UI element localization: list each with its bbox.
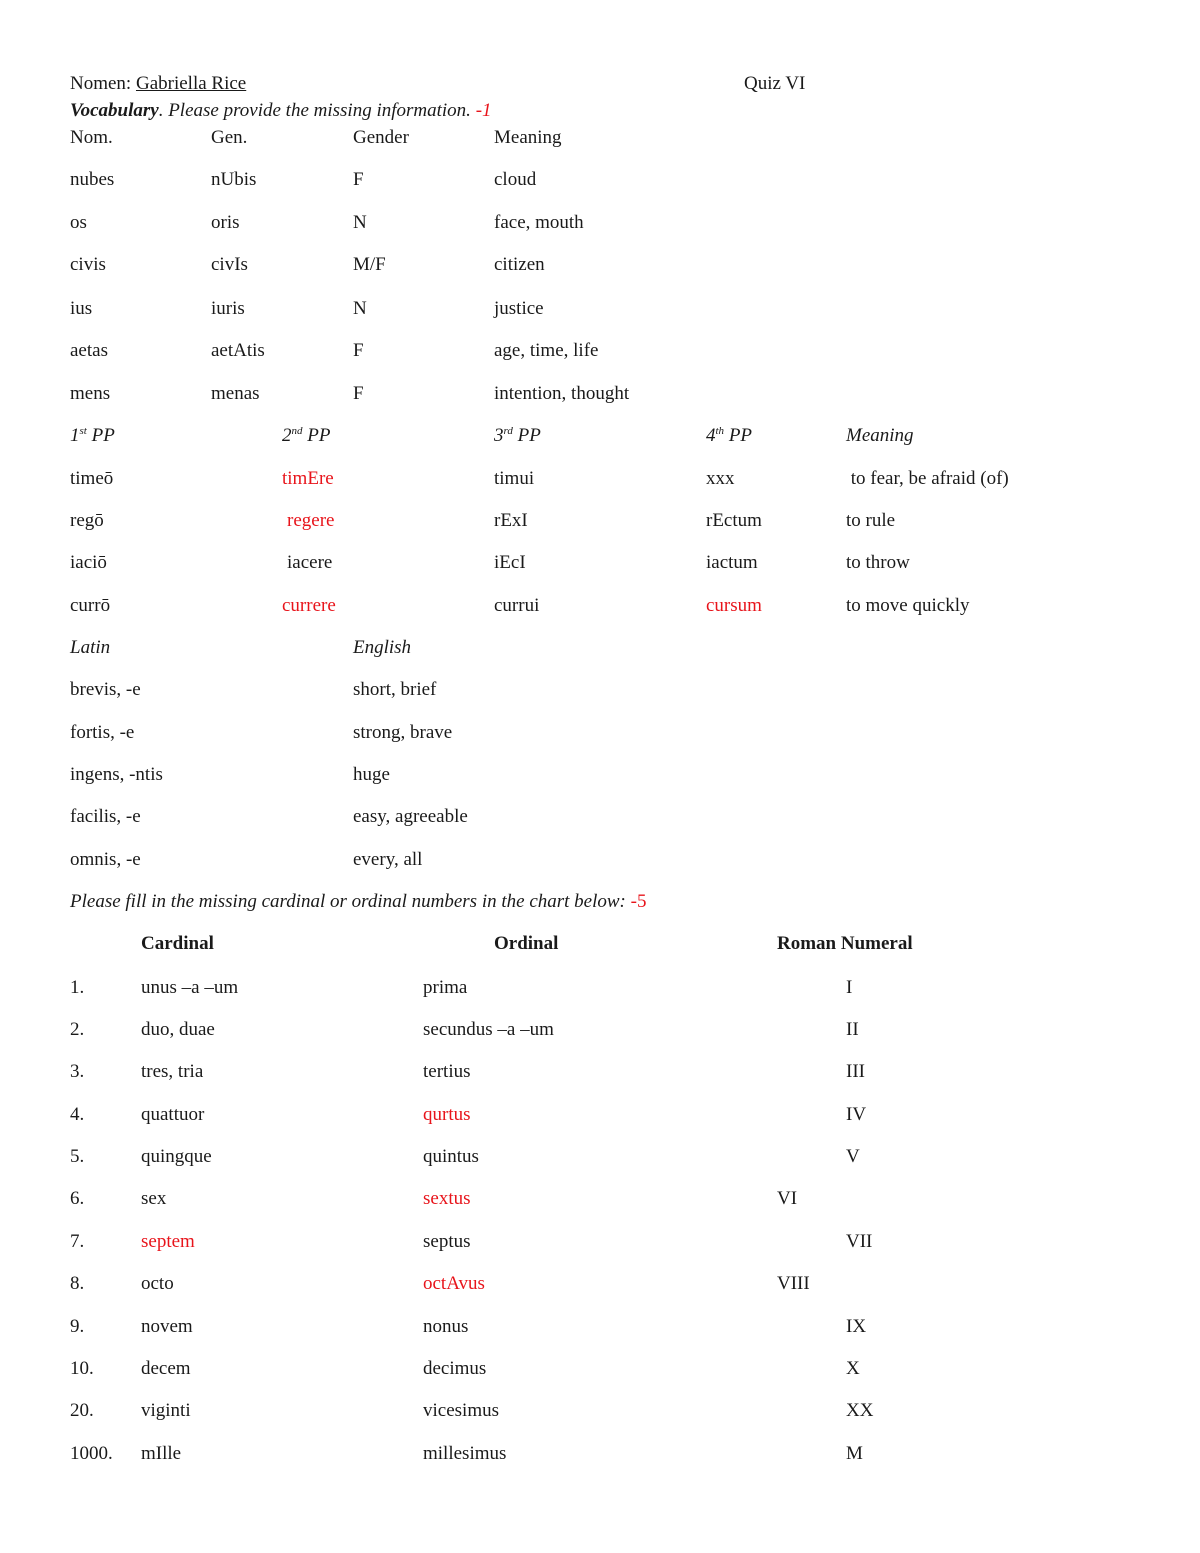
vocab-nom: aetas [70,340,108,361]
cardinal-cell-correction: septem [141,1231,195,1252]
row-number: 20. [70,1400,94,1421]
vocab-gen: aetAtis [211,340,265,361]
nomen-label: Nomen: [70,73,136,94]
vocab-nom: civis [70,254,106,275]
vocab-gender: F [353,169,364,190]
roman-cell: IX [846,1316,867,1337]
verb-meaning: to fear, be afraid (of) [846,468,1009,489]
cardinal-cell: mIlle [141,1443,182,1464]
row-number: 9. [70,1316,85,1337]
ordinal-cell: septus [423,1231,471,1252]
roman-cell: VII [846,1231,873,1252]
cardinal-cell: novem [141,1316,193,1337]
verb-pp4: rEctum [706,510,762,531]
verb-meaning: to rule [846,510,896,531]
verb-pp4: xxx [706,468,735,489]
vocab-gen: nUbis [211,169,257,190]
vocab-title: Vocabulary [70,100,159,121]
ordinal-cell: quintus [423,1146,479,1167]
ordinal-cell-correction: octAvus [423,1273,485,1294]
vocab-gender: F [353,383,364,404]
row-number: 1000. [70,1443,113,1464]
vocab-gen: menas [211,383,260,404]
vocab-instruction-text: . Please provide the missing information. [158,100,471,121]
vocab-header-meaning: Meaning [494,127,562,148]
roman-cell: V [846,1146,860,1167]
vocab-gender: F [353,340,364,361]
adj-english: every, all [353,849,423,870]
cardinal-cell: tres, tria [141,1061,204,1082]
verb-header-pp4: 4th PP [706,425,753,446]
numbers-header-roman: Roman Numeral [777,933,913,954]
row-number: 3. [70,1061,85,1082]
cardinal-cell: octo [141,1273,174,1294]
verb-pp3: iEcI [494,552,526,573]
cardinal-cell: unus –a –um [141,977,239,998]
verb-pp1: currō [70,595,111,616]
roman-cell: XX [846,1400,874,1421]
vocab-gen: oris [211,212,240,233]
adj-header-latin: Latin [70,637,111,658]
verb-pp2-correction: timEre [282,468,334,489]
numbers-deduction: -5 [630,891,647,912]
vocab-meaning: citizen [494,254,545,275]
ordinal-cell-correction: sextus [423,1188,471,1209]
vocab-nom: os [70,212,87,233]
ordinal-cell: millesimus [423,1443,507,1464]
verb-pp3: currui [494,595,540,616]
cardinal-cell: viginti [141,1400,191,1421]
verb-header-pp1: 1st PP [70,425,115,446]
ordinal-cell: nonus [423,1316,469,1337]
verb-header-meaning: Meaning [846,425,914,446]
verb-pp1: timeō [70,468,114,489]
verb-pp1: regō [70,510,104,531]
vocab-header-gender: Gender [353,127,409,148]
vocab-gen: civIs [211,254,248,275]
vocab-instructions [70,99,492,123]
row-number: 2. [70,1019,85,1040]
cardinal-cell: duo, duae [141,1019,215,1040]
adj-english: easy, agreeable [353,806,468,827]
adj-english: strong, brave [353,722,453,743]
cardinal-cell: sex [141,1188,167,1209]
quiz-title: Quiz VI [744,73,806,94]
row-number: 6. [70,1188,85,1209]
cardinal-cell: quattuor [141,1104,205,1125]
roman-cell: X [846,1358,860,1379]
ordinal-cell: decimus [423,1358,487,1379]
row-number: 5. [70,1146,85,1167]
roman-cell: VI [777,1188,798,1209]
cardinal-cell: decem [141,1358,191,1379]
ordinal-cell: prima [423,977,468,998]
verb-pp3: rExI [494,510,528,531]
verb-pp2: iacere [287,552,333,573]
vocab-gender: N [353,212,367,233]
adj-latin: fortis, -e [70,722,135,743]
student-name: Gabriella Rice [135,73,247,94]
vocab-deduction: -1 [470,100,492,121]
vocab-meaning: intention, thought [494,383,630,404]
ordinal-cell: vicesimus [423,1400,499,1421]
vocab-nom: mens [70,383,111,404]
row-number: 1. [70,977,85,998]
numbers-header-ordinal: Ordinal [494,933,559,954]
adj-latin: brevis, -e [70,679,141,700]
roman-cell: VIII [777,1273,810,1294]
vocab-nom: ius [70,298,93,319]
vocab-meaning: cloud [494,169,537,190]
vocab-header-gen: Gen. [211,127,248,148]
row-number: 7. [70,1231,85,1252]
verb-pp4-correction: cursum [706,595,762,616]
roman-cell: IV [846,1104,867,1125]
ordinal-cell: tertius [423,1061,471,1082]
vocab-gender: M/F [353,254,386,275]
numbers-header-cardinal: Cardinal [141,933,214,954]
roman-cell: II [846,1019,859,1040]
adj-latin: omnis, -e [70,849,141,870]
verb-pp2-correction: regere [287,510,335,531]
row-number: 4. [70,1104,85,1125]
vocab-nom: nubes [70,169,115,190]
adj-english: huge [353,764,390,785]
numbers-instruction-text: Please fill in the missing cardinal or ordinal numbers in the chart below: [70,891,631,912]
vocab-meaning: age, time, life [494,340,599,361]
adj-header-english: English [353,637,412,658]
cardinal-cell: quingque [141,1146,212,1167]
vocab-header-nom: Nom. [70,127,113,148]
roman-cell: M [846,1443,863,1464]
roman-cell: I [846,977,853,998]
verb-pp3: timui [494,468,535,489]
nomen-line [70,72,246,96]
verb-meaning: to throw [846,552,910,573]
verb-pp4: iactum [706,552,758,573]
verb-header-pp3: 3rd PP [494,425,541,446]
ordinal-cell: secundus –a –um [423,1019,554,1040]
vocab-gender: N [353,298,367,319]
row-number: 8. [70,1273,85,1294]
roman-cell: III [846,1061,865,1082]
verb-meaning: to move quickly [846,595,970,616]
adj-latin: ingens, -ntis [70,764,163,785]
adj-latin: facilis, -e [70,806,141,827]
ordinal-cell-correction: qurtus [423,1104,471,1125]
verb-pp1: iaciō [70,552,107,573]
verb-header-pp2: 2nd PP [282,425,331,446]
vocab-meaning: face, mouth [494,212,584,233]
vocab-meaning: justice [494,298,544,319]
row-number: 10. [70,1358,94,1379]
numbers-instructions [70,890,646,914]
verb-pp2-correction: currere [282,595,336,616]
vocab-gen: iuris [211,298,245,319]
adj-english: short, brief [353,679,437,700]
